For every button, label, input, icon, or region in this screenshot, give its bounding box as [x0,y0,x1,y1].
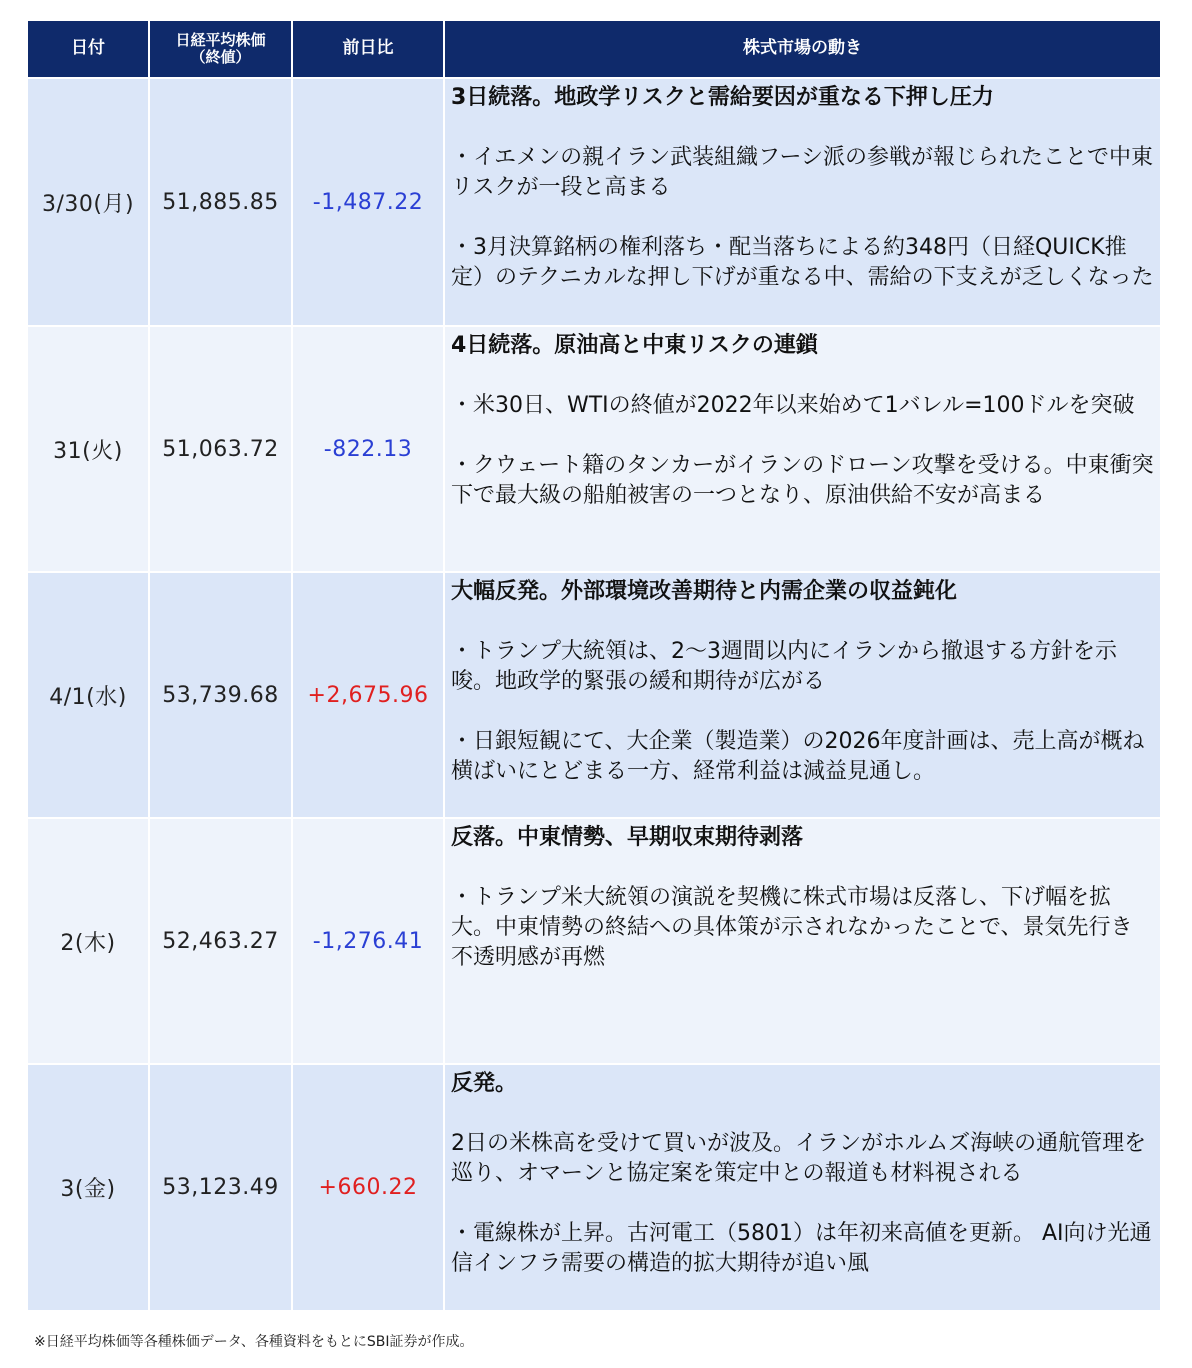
row-description [444,326,1160,572]
header-market: 株式市場の動き [444,21,1160,78]
row-description [444,818,1160,1064]
market-table [28,21,1160,1310]
row-paragraph: ・3月決算銘柄の権利落ち・配当落ちによる約348円（日経QUICK推定）のテクニカルな押し下げが重なる中、需給の下支えが乏しくなった [451,235,1154,290]
row-headline: 大幅反発。外部環境改善期待と内需企業の収益鈍化 [451,579,958,604]
header-nikkei [149,21,292,78]
row-close: 53,739.68 [149,572,292,818]
row-paragraph: ・トランプ大統領は、2～3週間以内にイランから撤退する方針を示唆。地政学的緊張の緩和期待が広がる [451,639,1117,694]
table-header [28,21,1160,78]
row-paragraph: ・日銀短観にて、大企業（製造業）の2026年度計画は、売上高が概ね横ばいにとどまる一方、経常利益は減益見通し。 [451,729,1145,784]
row-date: 31(火) [28,326,149,572]
row-paragraph: 2日の米株高を受けて買いが波及。イランがホルムズ海峡の通航管理を巡り、オマーンと協定案を策定中との報道も材料視される [451,1131,1147,1186]
row-date: 4/1(水) [28,572,149,818]
row-paragraph: ・電線株が上昇。古河電工（5801）は年初来高値を更新。 AI向け光通信インフラ需要の構造的拡大期待が追い風 [451,1221,1152,1276]
header-nikkei-line2: （終値） [190,48,251,66]
row-paragraph: ・トランプ米大統領の演説を契機に株式市場は反落し、下げ幅を拡大。中東情勢の終結への具体策が示されなかったことで、景気先行き不透明感が再燃 [451,885,1133,970]
row-description [444,78,1160,326]
table-body [28,78,1160,1310]
row-change: +660.22 [292,1064,444,1310]
market-table-container [28,21,1160,1310]
row-paragraph: ・イエメンの親イラン武装組織フーシ派の参戦が報じられたことで中東リスクが一段と高まる [451,145,1154,200]
row-paragraph: ・米30日、WTIの終値が2022年以来始めて1バレル=100ドルを突破 [451,393,1135,418]
footnote: ※日経平均株価等各種株価データ、各種資料をもとにSBI証券が作成。 [34,1334,474,1350]
row-close: 53,123.49 [149,1064,292,1310]
table-row [28,818,1160,1064]
row-date: 3/30(月) [28,78,149,326]
table-row [28,572,1160,818]
table-row [28,78,1160,326]
row-close: 51,885.85 [149,78,292,326]
row-change: +2,675.96 [292,572,444,818]
row-headline: 4日続落。原油高と中東リスクの連鎖 [451,333,818,358]
row-date: 2(木) [28,818,149,1064]
header-date: 日付 [28,21,149,78]
row-date: 3(金) [28,1064,149,1310]
row-close: 51,063.72 [149,326,292,572]
table-row [28,326,1160,572]
row-close: 52,463.27 [149,818,292,1064]
row-change: -1,276.41 [292,818,444,1064]
row-headline: 反落。中東情勢、早期収束期待剥落 [451,825,804,850]
row-description [444,572,1160,818]
row-description [444,1064,1160,1310]
table-row [28,1064,1160,1310]
header-change: 前日比 [292,21,444,78]
row-paragraph: ・クウェート籍のタンカーがイランのドローン攻撃を受ける。中東衝突下で最大級の船舶被害の一つとなり、原油供給不安が高まる [451,453,1154,508]
header-nikkei-line1: 日経平均株価 [175,30,266,49]
row-headline: 反発。 [451,1071,518,1096]
row-change: -822.13 [292,326,444,572]
row-change: -1,487.22 [292,78,444,326]
row-headline: 3日続落。地政学リスクと需給要因が重なる下押し圧力 [451,85,994,110]
